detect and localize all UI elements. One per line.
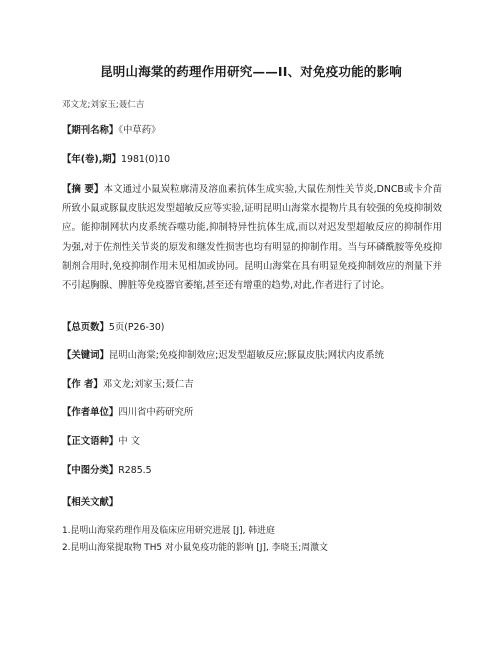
field-label: 【总页数】: [62, 322, 109, 333]
field-abstract: [62, 180, 442, 295]
field-value: 中 文: [118, 436, 140, 447]
field-label: 【正文语种】: [62, 436, 119, 447]
field-label: 【关键词】: [62, 350, 109, 361]
field-value: 四川省中药研究所: [118, 407, 194, 418]
related-heading: 【相关文献】: [62, 497, 119, 508]
field-classification: [62, 461, 442, 480]
abstract-text: 本文通过小鼠炭粒廓清及溶血素抗体生成实验,大鼠佐剂性关节炎,DNCB或卡介苗所致小鼠或豚鼠皮肤迟发型超敏反应等实验,证明昆明山海棠水提物片具有较强的免疫抑制效应。能抑制网状内皮系统吞噬功能,抑制特异性抗体生成,而以对迟发型超敏反应的抑制作用为强,对于佐剂性关节炎的原发和继发性损害也均有明显的抑制作用。当与环磷酰胺等免疫抑制剂合用时,免疫抑制作用未见相加或协同。昆明山海棠在具有明显免疫抑制效应的剂量下并不引起胸腺、脾脏等免疫器官萎缩,甚至还有增重的趋势,对此,作者进行了讨论。: [62, 184, 442, 292]
field-affiliation: [62, 403, 442, 422]
field-label: 【作者单位】: [62, 407, 119, 418]
field-language: [62, 432, 442, 451]
field-value: 5页(P26-30): [108, 322, 165, 333]
field-label: 【中图分类】: [62, 465, 119, 476]
field-journal: [62, 121, 442, 140]
field-label: 【作 者】: [62, 379, 103, 390]
field-value: 邓文龙;刘家玉;聂仁吉: [102, 379, 194, 390]
related-item[interactable]: 1.昆明山海棠药理作用及临床应用研究进展 [J], 韩进庭: [62, 526, 275, 536]
field-value: 昆明山海棠;免疫抑制效应;迟发型超敏反应;豚鼠皮肤;网状内皮系统: [108, 350, 385, 361]
field-label: 【期刊名称】: [62, 125, 119, 136]
related-list: [62, 523, 462, 557]
field-value: R285.5: [118, 465, 152, 476]
field-year-issue: [62, 150, 442, 169]
field-keywords: [62, 346, 442, 365]
field-pages: [62, 318, 442, 337]
field-value: 《中草药》: [118, 125, 161, 136]
field-authors: [62, 375, 442, 394]
related-item[interactable]: 2.昆明山海棠提取物 TH5 对小鼠免疫功能的影响 [J], 李晓玉;周激文: [62, 543, 328, 553]
field-label: 【年(卷),期】: [62, 154, 122, 165]
field-label: 【摘 要】: [62, 184, 104, 195]
document-title: 昆明山海棠的药理作用研究——II、对免疫功能的影响: [100, 64, 402, 79]
authors-line: 邓文龙;刘家玉;聂仁吉: [62, 100, 145, 110]
field-value: 1981(0)10: [121, 154, 171, 165]
